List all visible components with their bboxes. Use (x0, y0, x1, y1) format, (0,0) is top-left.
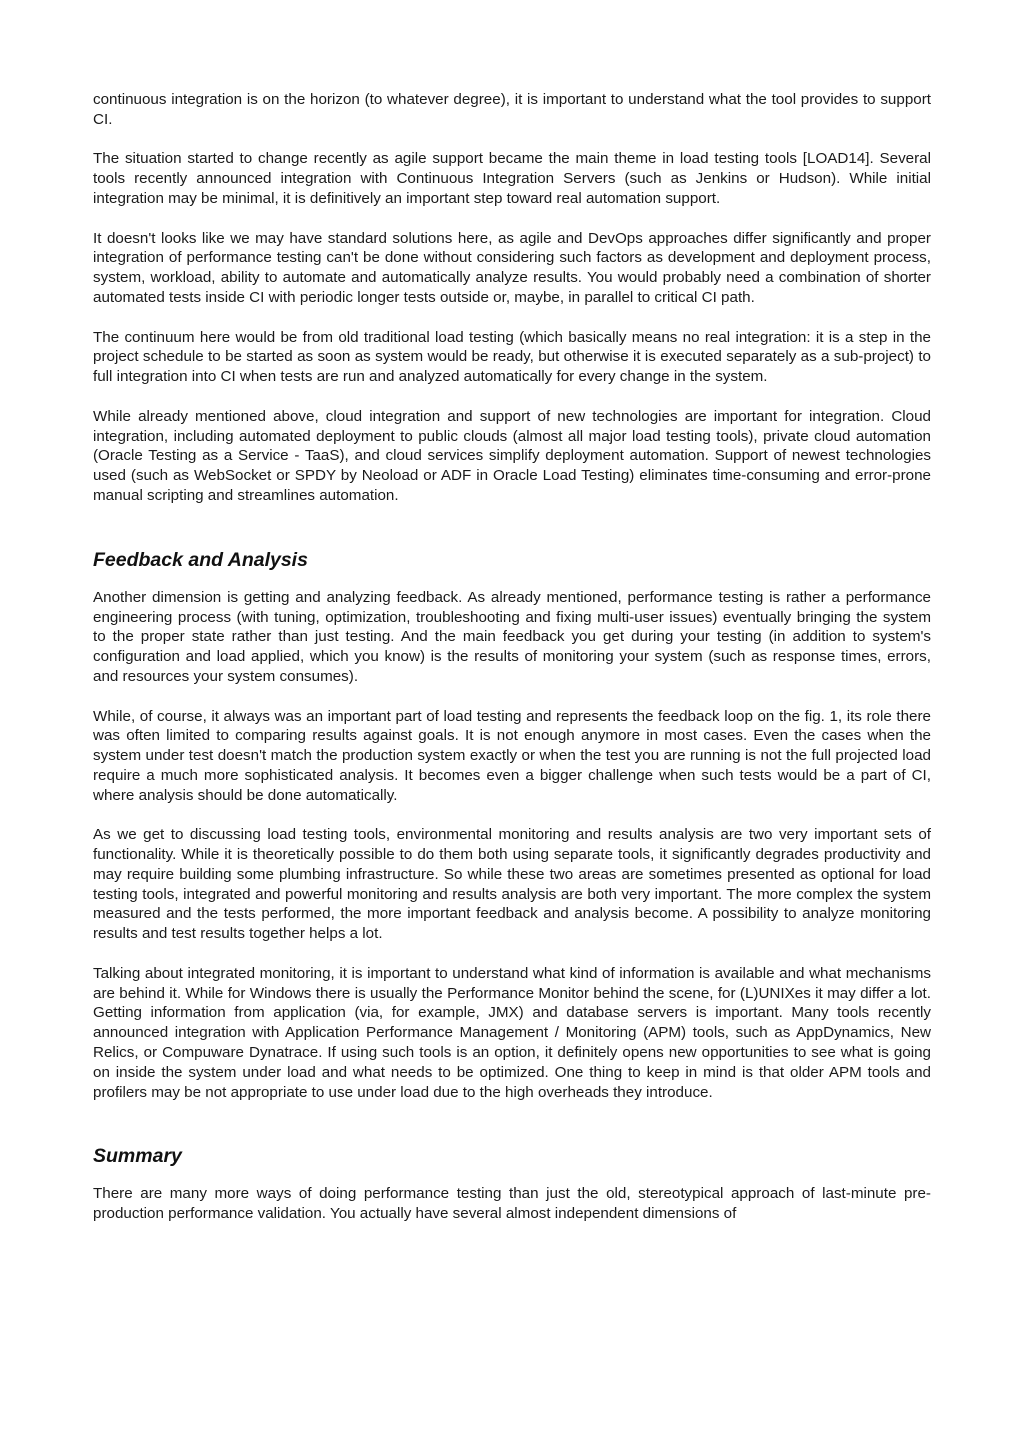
paragraph: The continuum here would be from old traditional load testing (which basically means no real integration: it is a step in the project schedule to be started as soon as system would be ready, but otherwise it is executed separately as a sub-project) to full integration into CI when tests are run and analyzed automatically for every change in the system. (93, 328, 931, 386)
paragraph: Talking about integrated monitoring, it is important to understand what kind of information is available and what mechanisms are behind it. While for Windows there is usually the Performance Monitor behind the scene, for (L)UNIXes it may differ a lot. Getting information from application (via, for example, JMX) and database servers is important. Many tools recently announced integration with Application Performance Management / Monitoring (APM) tools, such as AppDynamics, New Relics, or Compuware Dynatrace. If using such tools is an option, it definitely opens new opportunities to see what is going on inside the system under load and what needs to be optimized. One thing to keep in mind is that older APM tools and profilers may be not appropriate to use under load due to the high overheads they introduce. (93, 964, 931, 1101)
paragraph: While, of course, it always was an important part of load testing and represents the feedback loop on the fig. 1, its role there was often limited to comparing results against goals. It is not enough anymore in most cases. Even the cases when the system under test doesn't match the production system exactly or when the test you are running is not the full projected load require a much more sophisticated analysis. It becomes even a bigger challenge when such tests would be a part of CI, where analysis should be done automatically. (93, 707, 931, 804)
document-page (93, 90, 931, 1224)
paragraph: The situation started to change recently as agile support became the main theme in load testing tools [LOAD14]. Several tools recently announced integration with Continuous Integration Servers (such as Jenkins or Hudson). While initial integration may be minimal, it is definitively an important step toward real automation support. (93, 150, 931, 207)
section-heading-feedback: Feedback and Analysis (93, 548, 308, 571)
paragraph: While already mentioned above, cloud integration and support of new technologies are important for integration. Cloud integration, including automated deployment to public clouds (almost all major load testing tools), private cloud automation (Oracle Testing as a Service - TaaS), and cloud services simplify deployment automation. Support of newest technologies used (such as WebSocket or SPDY by Neoload or ADF in Oracle Load Testing) eliminates time-consuming and error-prone manual scripting and streamlines automation. (93, 407, 931, 504)
section-heading-summary: Summary (93, 1145, 182, 1168)
paragraph: continuous integration is on the horizon (to whatever degree), it is important to understand what the tool provides to support CI. (93, 91, 931, 128)
paragraph: There are many more ways of doing performance testing than just the old, stereotypical approach of last-minute pre-production performance validation. You actually have several almost independent dimensions of (93, 1185, 931, 1223)
paragraph: As we get to discussing load testing tools, environmental monitoring and results analysis are two very important sets of functionality. While it is theoretically possible to do them both using separate tools, it significantly degrades productivity and may require building some plumbing infrastructure. So while these two areas are sometimes presented as optional for load testing tools, integrated and powerful monitoring and results analysis are both very important. The more complex the system measured and the tests performed, the more important feedback and analysis become. A possibility to analyze monitoring results and test results together helps a lot. (93, 826, 931, 943)
paragraph: Another dimension is getting and analyzing feedback. As already mentioned, performance testing is rather a performance engineering process (with tuning, optimization, troubleshooting and fixing multi-user issues) eventually bringing the system to the proper state rather than just testing. And the main feedback you get during your testing (in addition to system's configuration and load applied, which you know) is the results of monitoring your system (such as response times, errors, and resources your system consumes). (93, 588, 931, 685)
paragraph: It doesn't looks like we may have standard solutions here, as agile and DevOps approaches differ significantly and proper integration of performance testing can't be done without considering such factors as development and deployment process, system, workload, ability to automate and automatically analyze results. You would probably need a combination of shorter automated tests inside CI with periodic longer tests outside or, maybe, in parallel to critical CI path. (93, 229, 931, 306)
